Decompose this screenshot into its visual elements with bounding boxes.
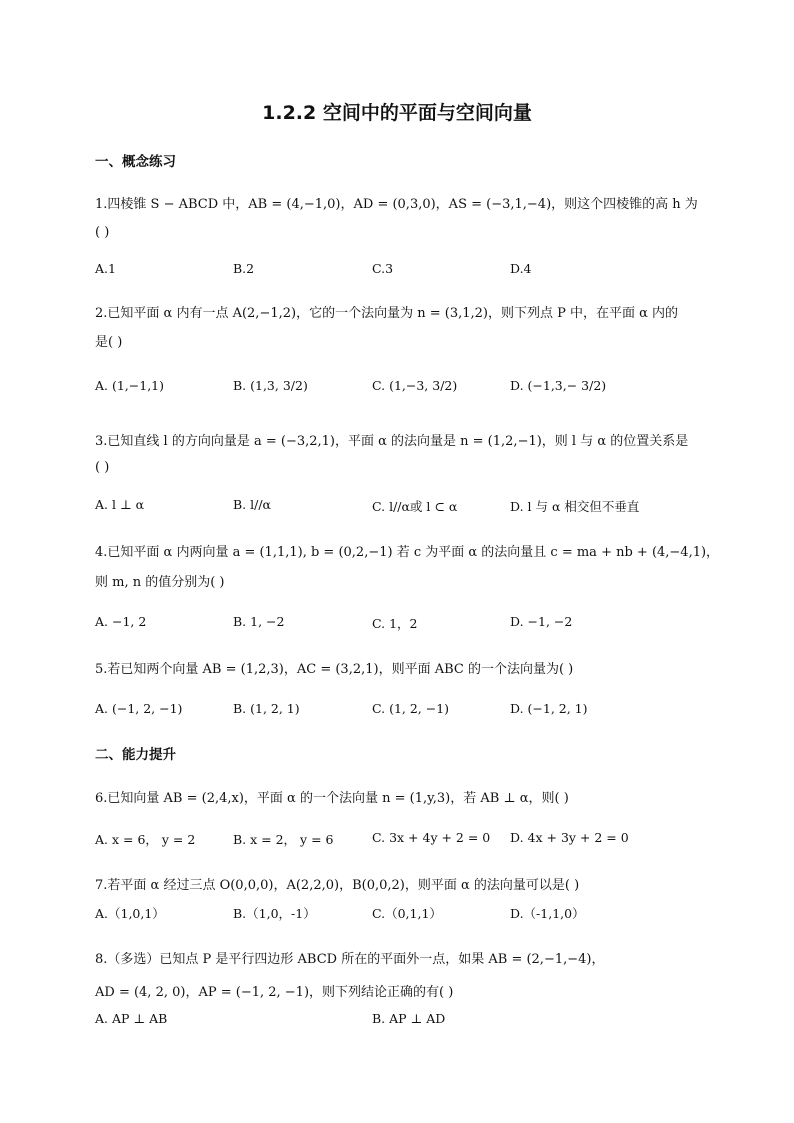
question-3-option-c: C. l//α或 l ⊂ α bbox=[372, 499, 458, 514]
question-5-option-a: A. (−1, 2, −1) bbox=[95, 701, 183, 716]
question-8-option-b: B. AP ⊥ AD bbox=[372, 1011, 446, 1026]
section-heading-concept: 一、概念练习 bbox=[95, 154, 176, 170]
question-8-stem: 8.（多选）已知点 P 是平行四边形 ABCD 所在的平面外一点，如果 AB = (2,−1,−4)， bbox=[95, 952, 605, 967]
question-7-option-d: D.（-1,1,0） bbox=[510, 906, 585, 921]
question-2-stem: 2.已知平面 α 内有一点 A(2,−1,2)，它的一个法向量为 n = (3,1,2)，则下列点 P 中，在平面 α 内的 bbox=[95, 306, 679, 321]
question-6-option-b: B. x = 2， y = 6 bbox=[233, 832, 334, 847]
question-5-option-d: D. (−1, 2, 1) bbox=[510, 701, 588, 716]
question-3-option-b: B. l//α bbox=[233, 497, 271, 512]
question-2-option-c: C. (1,−3, 3/2) bbox=[372, 378, 458, 393]
question-4-option-a: A. −1, 2 bbox=[95, 614, 147, 629]
question-7-option-c: C.（0,1,1） bbox=[372, 906, 442, 921]
question-2-bracket: 是( ) bbox=[95, 335, 123, 350]
question-4-option-b: B. 1, −2 bbox=[233, 614, 285, 629]
question-6-stem: 6.已知向量 AB = (2,4,x)，平面 α 的一个法向量 n = (1,y,3)，若 AB ⊥ α，则( ) bbox=[95, 791, 569, 806]
question-1-option-a: A.1 bbox=[95, 261, 116, 276]
question-5-option-b: B. (1, 2, 1) bbox=[233, 701, 300, 716]
question-5-option-c: C. (1, 2, −1) bbox=[372, 701, 450, 716]
question-4-option-d: D. −1, −2 bbox=[510, 614, 573, 629]
question-2-option-a: A. (1,−1,1) bbox=[95, 378, 165, 393]
question-7-option-a: A.（1,0,1） bbox=[95, 906, 165, 921]
question-8-stem-continued: AD = (4, 2, 0)，AP = (−1, 2, −1)，则下列结论正确的有( ) bbox=[95, 985, 454, 1000]
question-2-option-b: B. (1,3, 3/2) bbox=[233, 378, 308, 393]
question-6-option-c: C. 3x + 4y + 2 = 0 bbox=[372, 830, 491, 845]
question-3-stem: 3.已知直线 l 的方向向量是 a = (−3,2,1)，平面 α 的法向量是 n = (1,2,−1)，则 l 与 α 的位置关系是 bbox=[95, 434, 689, 449]
question-7-option-b: B.（1,0，-1） bbox=[233, 906, 316, 921]
question-6-option-d: D. 4x + 3y + 2 = 0 bbox=[510, 830, 629, 845]
question-3-bracket: ( ) bbox=[95, 460, 110, 475]
question-1-stem: 1.四棱锥 S − ABCD 中，AB = (4,−1,0)，AD = (0,3,0)，AS = (−3,1,−4)，则这个四棱锥的高 h 为 bbox=[95, 197, 698, 212]
question-4-option-c: C. 1，2 bbox=[372, 616, 418, 631]
question-2-option-d: D. (−1,3,− 3/2) bbox=[510, 378, 607, 393]
page-title: 1.2.2 空间中的平面与空间向量 bbox=[262, 102, 532, 124]
question-7-stem: 7.若平面 α 经过三点 O(0,0,0)，A(2,2,0)，B(0,0,2)，则平面 α 的法向量可以是( ) bbox=[95, 878, 580, 893]
question-1-option-d: D.4 bbox=[510, 261, 532, 276]
question-5-stem: 5.若已知两个向量 AB = (1,2,3)，AC = (3,2,1)，则平面 ABC 的一个法向量为( ) bbox=[95, 662, 574, 677]
question-1-option-c: C.3 bbox=[372, 261, 394, 276]
question-6-option-a: A. x = 6， y = 2 bbox=[95, 832, 196, 847]
question-1-bracket: ( ) bbox=[95, 225, 110, 240]
question-1-option-b: B.2 bbox=[233, 261, 255, 276]
question-4-stem: 4.已知平面 α 内两向量 a = (1,1,1), b = (0,2,−1) 若 c 为平面 α 的法向量且 c = ma + nb + (4,−4,1)， bbox=[95, 545, 720, 560]
question-8-option-a: A. AP ⊥ AB bbox=[95, 1011, 168, 1026]
question-4-bracket: 则 m, n 的值分别为( ) bbox=[95, 575, 225, 590]
question-3-option-a: A. l ⊥ α bbox=[95, 497, 145, 512]
section-heading-advanced: 二、能力提升 bbox=[95, 747, 176, 763]
question-3-option-d: D. l 与 α 相交但不垂直 bbox=[510, 499, 640, 514]
